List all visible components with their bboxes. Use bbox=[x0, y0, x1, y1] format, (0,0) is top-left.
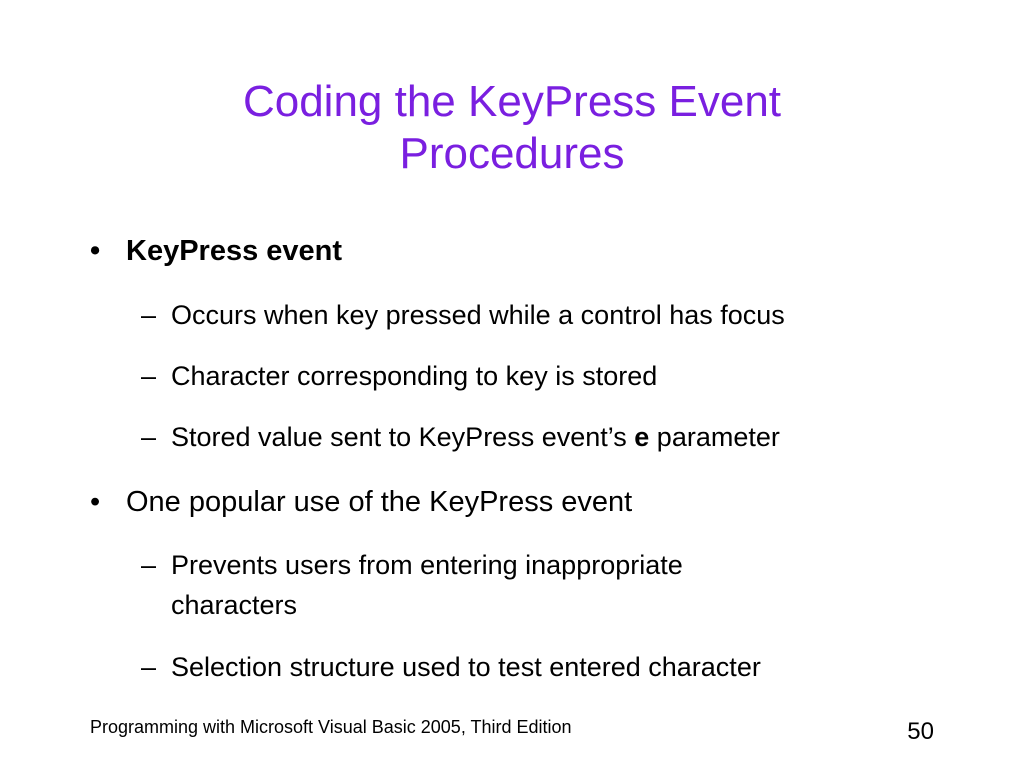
bullet-keypress-event bbox=[90, 234, 343, 268]
sub-bullet-text: Selection structure used to test entered character bbox=[171, 652, 761, 682]
bullet-marker: • bbox=[90, 235, 101, 267]
sub-bullet-text-before: Stored value sent to KeyPress event’s bbox=[171, 422, 635, 452]
bullet-text: One popular use of the KeyPress event bbox=[126, 486, 633, 518]
bullet-text: KeyPress event bbox=[126, 235, 343, 267]
slide-title-line-2: Procedures bbox=[399, 129, 625, 178]
sub-bullet-marker: – bbox=[141, 550, 157, 580]
footer-text: Programming with Microsoft Visual Basic 2005, Third Edition bbox=[90, 717, 572, 737]
sub-bullet-text: Occurs when key pressed while a control has focus bbox=[171, 300, 785, 330]
slide-title-line-1: Coding the KeyPress Event bbox=[242, 77, 782, 126]
sub-bullet-text-bold: e bbox=[634, 422, 650, 452]
sub-bullet-text-line-1: Prevents users from entering inappropriate bbox=[171, 550, 683, 580]
sub-bullet-stored-value bbox=[141, 420, 780, 454]
sub-bullet-marker: – bbox=[141, 361, 157, 391]
sub-bullet-occurs bbox=[141, 298, 785, 332]
sub-bullet-character-stored bbox=[141, 359, 658, 393]
bullet-popular-use bbox=[90, 485, 633, 519]
sub-bullet-marker: – bbox=[141, 300, 157, 330]
sub-bullet-selection-structure bbox=[141, 650, 761, 684]
page-number: 50 bbox=[907, 718, 934, 745]
sub-bullet-marker: – bbox=[141, 422, 157, 452]
sub-bullet-text: Character corresponding to key is stored bbox=[171, 361, 658, 391]
sub-bullet-text-after: parameter bbox=[649, 422, 780, 452]
sub-bullet-text-line-2: characters bbox=[171, 590, 298, 620]
sub-bullet-prevents-users bbox=[141, 548, 683, 622]
bullet-marker: • bbox=[90, 486, 101, 518]
sub-bullet-marker: – bbox=[141, 652, 157, 682]
